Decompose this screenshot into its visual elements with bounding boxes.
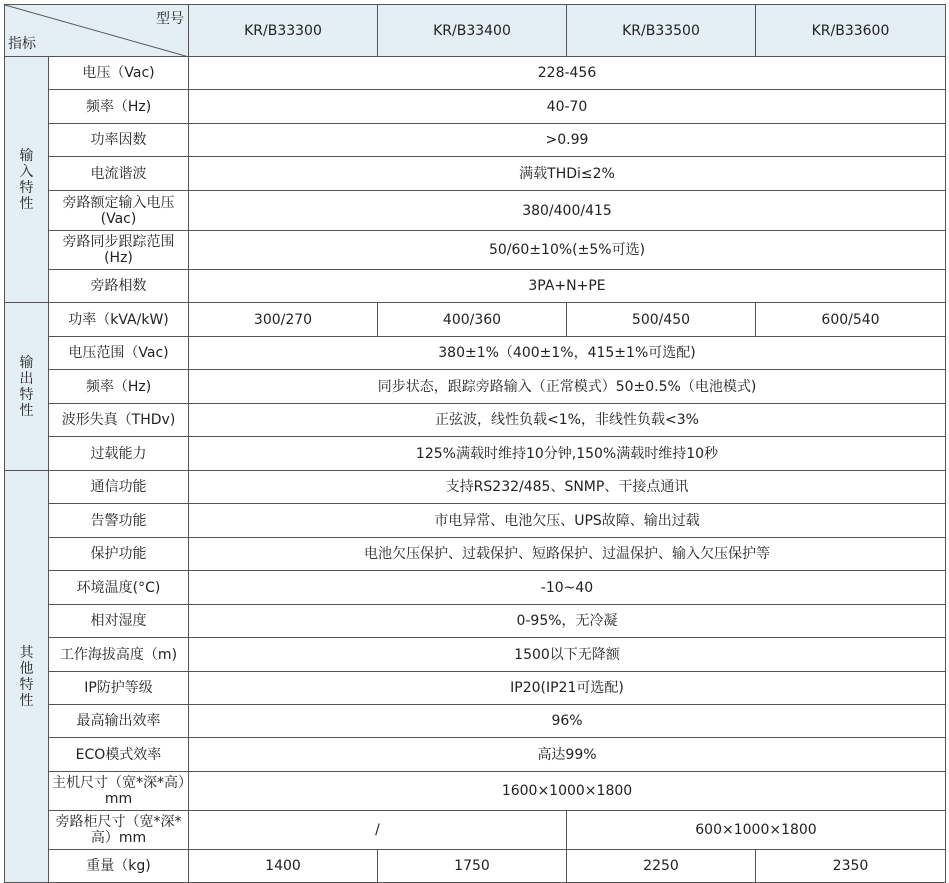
row-value: 50/60±10%(±5%可选) — [189, 231, 946, 270]
row-value: 电池欠压保护、过载保护、短路保护、过温保护、输入欠压保护等 — [189, 538, 946, 571]
table-row — [5, 672, 946, 705]
model-header-2: KR/B33400 — [378, 5, 567, 57]
model-header-1: KR/B33300 — [189, 5, 378, 57]
row-value: 125%满载时维持10分钟,150%满载时维持10秒 — [189, 437, 946, 471]
row-label: ECO模式效率 — [49, 738, 189, 772]
group-output-label: 输 出 特 性 — [5, 303, 49, 471]
row-label: IP防护等级 — [49, 672, 189, 705]
row-value: 3PA+N+PE — [189, 270, 946, 303]
row-label: 频率（Hz) — [49, 370, 189, 404]
row-value: 高达99% — [189, 738, 946, 772]
corner-model-label: 型号 — [156, 11, 184, 27]
row-value: / — [189, 811, 567, 850]
table-row — [5, 738, 946, 772]
row-label: 工作海拔高度（m) — [49, 638, 189, 672]
row-value: 380±1%（400±1%，415±1%可选配) — [189, 337, 946, 370]
table-row — [5, 157, 946, 191]
row-value: 1600×1000×1800 — [189, 772, 946, 811]
table-row — [5, 850, 946, 883]
table-row — [5, 437, 946, 471]
row-value: 500/450 — [567, 303, 756, 337]
table-row — [5, 370, 946, 404]
spec-table — [4, 4, 946, 883]
row-label: 重量（kg) — [49, 850, 189, 883]
table-row — [5, 471, 946, 504]
row-value: 600×1000×1800 — [567, 811, 946, 850]
row-value: 正弦波，线性负载<1%，非线性负载<3% — [189, 404, 946, 437]
table-row — [5, 124, 946, 157]
row-value: >0.99 — [189, 124, 946, 157]
row-value: 40-70 — [189, 90, 946, 124]
table-row — [5, 811, 946, 850]
table-row — [5, 57, 946, 90]
header-row — [5, 5, 946, 57]
row-label: 最高输出效率 — [49, 705, 189, 738]
row-value: 96% — [189, 705, 946, 738]
row-value: 1400 — [189, 850, 378, 883]
row-label: 电压（Vac) — [49, 57, 189, 90]
table-row — [5, 638, 946, 672]
table-row — [5, 303, 946, 337]
group-input-label: 输 入 特 性 — [5, 57, 49, 303]
table-row — [5, 90, 946, 124]
row-value: -10~40 — [189, 571, 946, 605]
row-value: 600/540 — [756, 303, 946, 337]
row-value: 228-456 — [189, 57, 946, 90]
table-row — [5, 605, 946, 638]
table-row — [5, 270, 946, 303]
table-row — [5, 571, 946, 605]
model-header-4: KR/B33600 — [756, 5, 946, 57]
table-row — [5, 337, 946, 370]
corner-header-cell — [5, 5, 189, 57]
row-label: 旁路同步跟踪范围(Hz) — [49, 231, 189, 270]
row-label: 旁路柜尺寸（宽*深*高）mm — [49, 811, 189, 850]
row-label: 电压范围（Vac) — [49, 337, 189, 370]
row-label: 电流谐波 — [49, 157, 189, 191]
row-value: 2350 — [756, 850, 946, 883]
table-row — [5, 231, 946, 270]
row-value: IP20(IP21可选配) — [189, 672, 946, 705]
row-label: 波形失真（THDv) — [49, 404, 189, 437]
row-label: 旁路相数 — [49, 270, 189, 303]
model-header-3: KR/B33500 — [567, 5, 756, 57]
table-row — [5, 705, 946, 738]
row-label: 通信功能 — [49, 471, 189, 504]
row-label: 主机尺寸（宽*深*高）mm — [49, 772, 189, 811]
row-value: 2250 — [567, 850, 756, 883]
row-value: 市电异常、电池欠压、UPS故障、输出过载 — [189, 504, 946, 538]
table-row — [5, 404, 946, 437]
row-value: 1500以下无降额 — [189, 638, 946, 672]
corner-indicator-label: 指标 — [8, 36, 36, 52]
row-value: 400/360 — [378, 303, 567, 337]
table-row — [5, 191, 946, 231]
row-label: 功率（kVA/kW) — [49, 303, 189, 337]
row-label: 环境温度(°C) — [49, 571, 189, 605]
row-label: 过载能力 — [49, 437, 189, 471]
row-label: 保护功能 — [49, 538, 189, 571]
row-value: 300/270 — [189, 303, 378, 337]
row-value: 1750 — [378, 850, 567, 883]
table-row — [5, 538, 946, 571]
row-label: 频率（Hz) — [49, 90, 189, 124]
group-other-label: 其 他 特 性 — [5, 471, 49, 883]
row-label: 功率因数 — [49, 124, 189, 157]
row-value: 380/400/415 — [189, 191, 946, 231]
row-value: 同步状态，跟踪旁路输入（正常模式）50±0.5%（电池模式) — [189, 370, 946, 404]
table-row — [5, 504, 946, 538]
table-row — [5, 772, 946, 811]
row-value: 0-95%，无冷凝 — [189, 605, 946, 638]
row-value: 满载THDi≤2% — [189, 157, 946, 191]
row-label: 相对湿度 — [49, 605, 189, 638]
row-label: 告警功能 — [49, 504, 189, 538]
row-value: 支持RS232/485、SNMP、干接点通讯 — [189, 471, 946, 504]
row-label: 旁路额定输入电压(Vac) — [49, 191, 189, 231]
